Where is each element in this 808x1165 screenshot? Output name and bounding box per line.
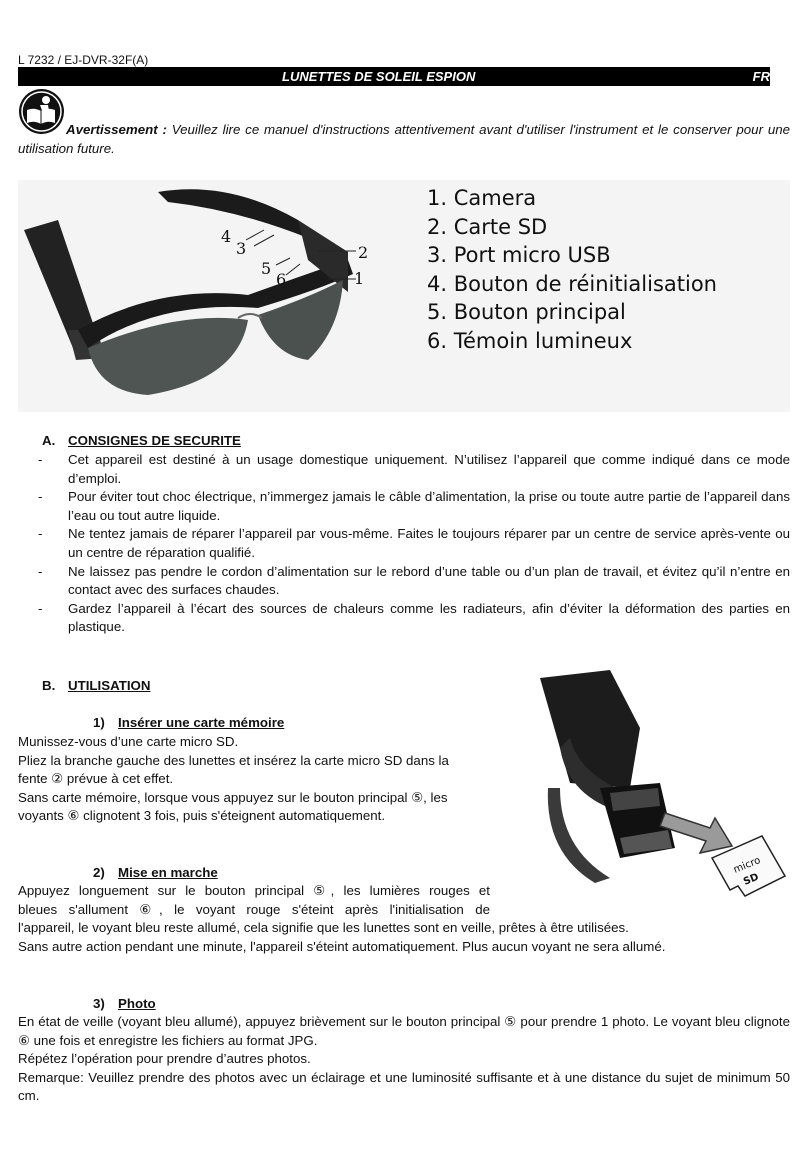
sd-insert-photo [500, 668, 790, 910]
section-b-letter: B. [42, 678, 56, 693]
section-b-heading [42, 677, 151, 696]
callout-1: 1 [354, 269, 365, 288]
part-item: 2. Carte SD [427, 214, 548, 239]
safety-list [18, 451, 790, 637]
photo-heading: 3) Photo [93, 996, 156, 1011]
warning-paragraph [18, 121, 790, 158]
list-item: - Cet appareil est destiné à un usage domestique uniquement. N’utilisez l’appareil que comme indiqué dans ce mode d’emploi. [38, 452, 790, 486]
list-item: - Gardez l’appareil à l’écart des sources de chaleurs comme les radiateurs, afin d’éviter la déformation des parties en plastique. [38, 600, 790, 635]
model-reference: L 7232 / EJ-DVR-32F(A) [18, 53, 149, 67]
list-item: - Ne tentez jamais de réparer l’appareil par vous-même. Faites le toujours réparer par un centre de service après-vente ou un centre de réparation qualifié. [38, 526, 790, 560]
title-bar [18, 67, 770, 86]
callout-5: 5 [261, 259, 272, 278]
part-item: 1. Camera [427, 186, 537, 210]
list-item: - Pour éviter tout choc électrique, n’immergez jamais le câble d’alimentation, la prise ou toute autre partie de l’appareil dans l’eau ou tout autre liquide. [38, 489, 790, 523]
warning-label: Avertissement : [66, 122, 167, 137]
callout-6: 6 [276, 270, 287, 289]
power-text: Appuyez longuement sur le bouton principal ⑤, les lumières rouges et bleues s'allument ⑥, le voyant rouge s'éteint après l'initialisation de l'appareil, le voyant bleu reste allumé, cela signifie que les lunettes sont en veille, prêtes à être utilisées. Sans autre action pendant une minute, l'appareil s'éteint automatiquement. Plus aucun voyant ne sera allumé. [18, 883, 666, 954]
section-a-title: CONSIGNES DE SECURITE [68, 433, 241, 448]
section-b-title: UTILISATION [68, 678, 151, 693]
part-item: 5. Bouton principal [427, 300, 626, 324]
list-item: - Ne laissez pas pendre le cordon d’alimentation sur le rebord d’une table ou d’un plan de travail, et évitez qu’il n’entre en contact avec des surfaces chaudes. [38, 563, 790, 598]
callout-3: 3 [236, 239, 247, 258]
power-heading: 2) Mise en marche [93, 865, 218, 880]
memory-heading: 1) Insérer une carte mémoire [93, 715, 285, 730]
memory-text: Munissez-vous d’une carte micro SD. Pliez la branche gauche des lunettes et insérez la carte micro SD dans la fente ② prévue à cet effet. Sans carte mémoire, lorsque vous appuyez sur le bouton principal ⑤, les voyants ⑥ clignotent 3 fois, puis s'éteignent automatiquement. [18, 734, 449, 824]
warning-text: Veuillez lire ce manuel d'instructions attentivement avant d'utiliser l'instrument et le conserver pour une utilisation future. [18, 122, 791, 156]
section-a-letter: A. [42, 433, 56, 448]
card-label-sd: SD [742, 871, 761, 888]
callout-2: 2 [358, 243, 369, 262]
callout-4: 4 [221, 227, 232, 246]
language-code: FR [752, 69, 770, 84]
card-label-micro: micro [732, 855, 763, 876]
section-a-heading [42, 432, 241, 451]
part-item: 3. Port micro USB [427, 243, 611, 267]
page-title: LUNETTES DE SOLEIL ESPION [282, 69, 476, 84]
parts-list [427, 184, 717, 355]
photo-text: En état de veille (voyant bleu allumé), appuyez brièvement sur le bouton principal ⑤ pour prendre 1 photo. Le voyant bleu clignote ⑥ une fois et enregistre les fichiers au format JPG. Répétez l’opération pour prendre d’autres photos. Remarque: Veuillez prendre des photos avec un éclairage et une luminosité suffisante et à une distance du sujet de minimum 50 cm. [18, 1014, 790, 1104]
part-item: 6. Témoin lumineux [427, 328, 633, 353]
part-item: 4. Bouton de réinitialisation [427, 271, 717, 296]
